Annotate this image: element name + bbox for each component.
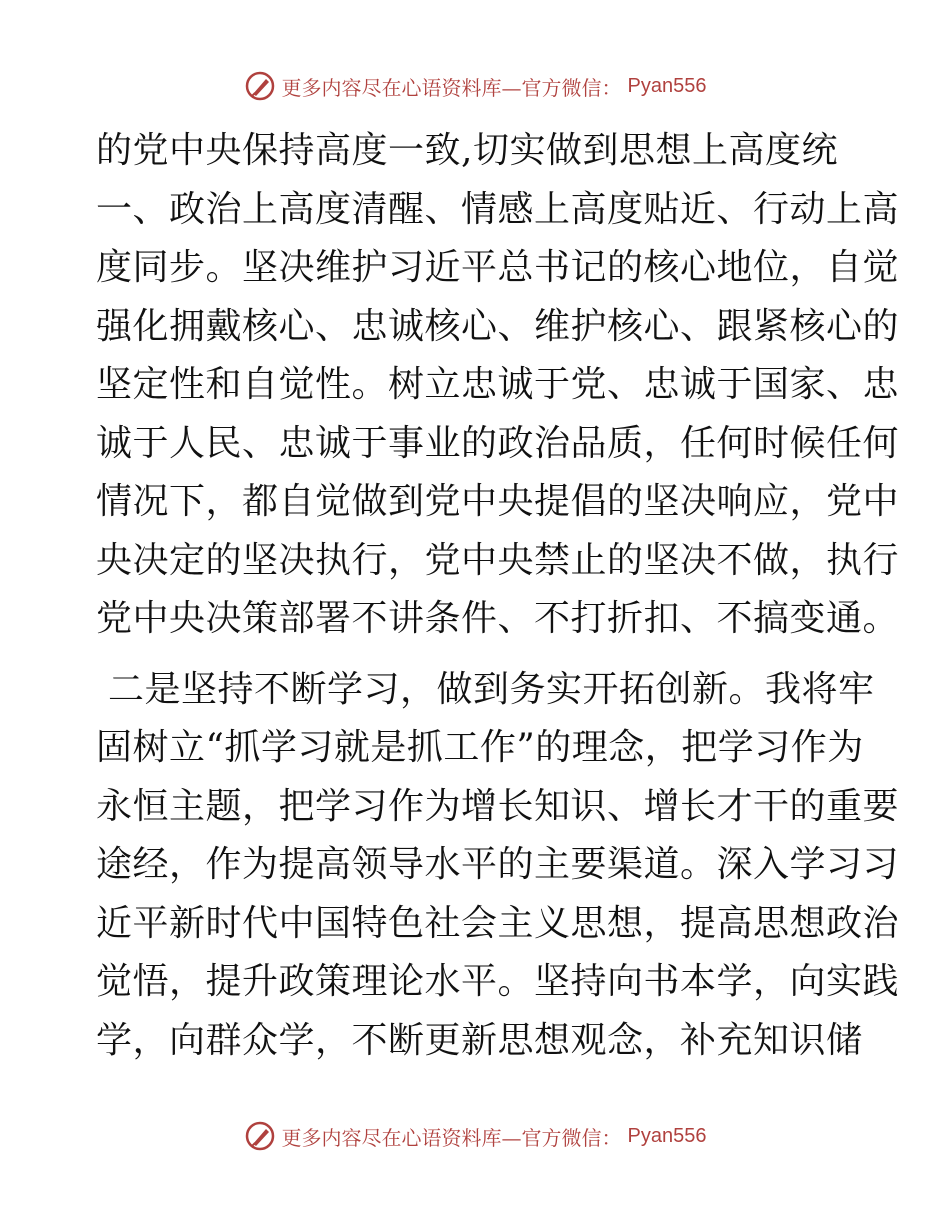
text-line: 坚定性和自觉性。树立忠诚于党、忠诚于国家、忠 bbox=[96, 364, 900, 405]
text-line: 永恒主题，把学习作为增长知识、增长才干的重要 bbox=[96, 785, 900, 827]
text-line: 情况下，都自觉做到党中央提倡的坚决响应，党中 bbox=[96, 481, 900, 522]
paragraph bbox=[96, 661, 900, 1071]
text-line: 诚于人民、忠诚于事业的政治品质，任何时候任何 bbox=[96, 422, 900, 464]
footer-wechat-id: Pyan556 bbox=[627, 1124, 707, 1147]
quill-logo-icon bbox=[244, 70, 276, 102]
text-line: 觉悟，提升政策理论水平。坚持向书本学，向实践 bbox=[96, 961, 900, 1002]
text-line: 央决定的坚决执行，党中央禁止的坚决不做，执行 bbox=[96, 539, 900, 581]
quill-logo-icon bbox=[244, 1120, 276, 1152]
text-line: 党中央决策部署不讲条件、不打折扣、不搞变通。 bbox=[96, 598, 900, 639]
text-line: 强化拥戴核心、忠诚核心、维护核心、跟紧核心的 bbox=[96, 305, 900, 347]
header-banner bbox=[0, 70, 950, 102]
text-line: 途经，作为提高领导水平的主要渠道。深入学习习 bbox=[96, 844, 900, 885]
text-line: 学，向群众学，不断更新思想观念，补充知识储 bbox=[96, 1019, 863, 1061]
text-line: 近平新时代中国特色社会主义思想，提高思想政治 bbox=[96, 902, 900, 944]
text-line: 度同步。坚决维护习近平总书记的核心地位，自觉 bbox=[96, 247, 900, 288]
paragraph bbox=[96, 122, 900, 649]
document-body bbox=[96, 122, 900, 1070]
header-wechat-id: Pyan556 bbox=[627, 74, 707, 97]
text-line: 二是坚持不断学习，做到务实开拓创新。我将牢 bbox=[96, 668, 875, 710]
footer-banner bbox=[0, 1120, 950, 1152]
text-line: 的党中央保持高度一致,切实做到思想上高度统 bbox=[96, 130, 838, 171]
header-banner-text: 更多内容尽在心语资料库—官方微信： bbox=[281, 75, 622, 100]
text-line: 固树立“抓学习就是抓工作”的理念，把学习作为 bbox=[96, 727, 864, 768]
text-line: 一、政治上高度清醒、情感上高度贴近、行动上高 bbox=[96, 188, 900, 230]
footer-banner-text: 更多内容尽在心语资料库—官方微信： bbox=[281, 1125, 622, 1150]
paragraph-gap bbox=[96, 649, 856, 661]
